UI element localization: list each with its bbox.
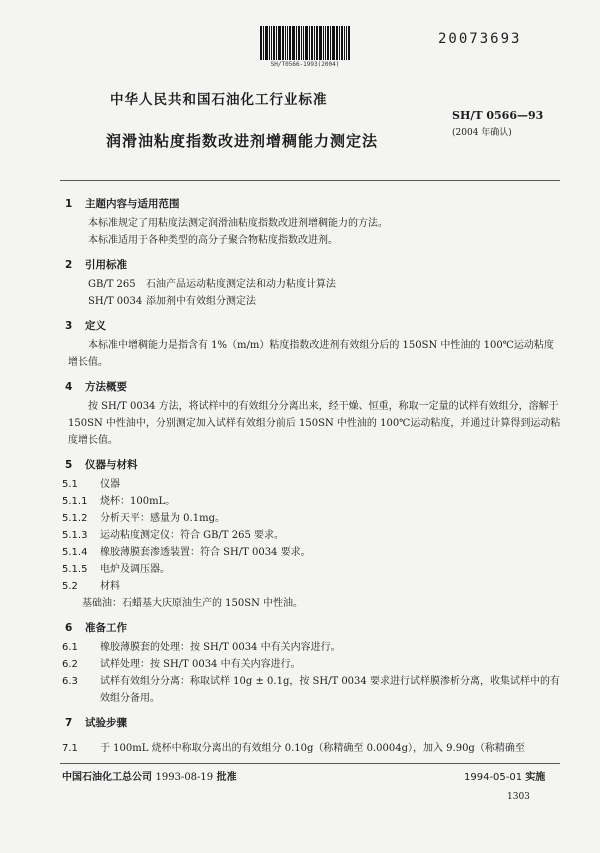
reference-code: GB/T 265 [88,279,136,290]
effective-label: 实施 [525,772,546,783]
document-title: 润滑油粘度指数改进剂增稠能力测定法 [106,132,379,150]
clause-number: 6.1 [62,642,78,653]
reference-code: SH/T 0034 [88,296,143,307]
reference-title: 添加剂中有效组分测定法 [146,296,256,307]
confirmation-note: (2004 年确认) [452,128,512,138]
header-divider [60,180,560,181]
issuing-organization: 中华人民共和国石油化工行业标准 [110,92,328,108]
clause-text: 运动粘度测定仪：符合 GB/T 265 要求。 [100,530,284,541]
section-number: 1 [65,198,73,210]
clause-text: 试样有效组分分离：称取试样 10g ± 0.1g，按 SH/T 0034 要求进行试样膜渗析分离，收集试样中的有效组分备用。 [100,676,560,704]
section-title: 方法概要 [85,381,127,393]
barcode-caption: SH/T0566-1993(2004) [270,61,340,68]
clause-item [62,527,562,544]
clause-text: 电炉及调压器。 [100,564,170,575]
issuer: 中国石油化工总公司 [62,772,152,783]
clause-number: 6.2 [62,659,78,670]
clause-item [62,544,562,561]
clause-item [62,673,562,707]
clause-text: 橡胶薄膜套的处理：按 SH/T 0034 中有关内容进行。 [100,642,341,653]
clause-number: 6.3 [62,676,78,687]
section-heading [62,196,562,213]
clause-item [62,578,562,595]
clause-number: 5.1.2 [62,513,88,524]
section-title: 准备工作 [85,622,127,634]
reference-item [88,276,562,293]
clause-item [62,510,562,527]
clause-item [62,476,562,493]
clause-text: 烧杯：100mL。 [100,496,176,507]
section-heading [62,257,562,274]
clause-number: 5.1.1 [62,496,88,507]
reference-title: 石油产品运动粘度测定法和动力粘度计算法 [146,279,336,290]
barcode [250,26,360,68]
section-heading [62,379,562,396]
section-number: 3 [65,320,73,332]
document-body [62,196,562,757]
clause-text: 试样处理：按 SH/T 0034 中有关内容进行。 [100,659,301,670]
clause-number: 5.1.3 [62,530,88,541]
paragraph: 本标准适用于各种类型的高分子聚合物粘度指数改进剂。 [88,235,338,246]
clause-number: 7.1 [62,743,78,754]
section-heading [62,715,562,732]
material-text: 基础油：石蜡基大庆原油生产的 150SN 中性油。 [82,598,304,609]
clause-number: 5.1 [62,479,78,490]
paragraph: 按 SH/T 0034 方法，将试样中的有效组分分离出来，经干燥、恒重，称取一定量的试样有效组分，溶解于 150SN 中性油中，分别测定加入试样有效组分前后 150SN 中性油的 100℃运动粘度，并通过计算得到运动粘度增长值。 [68,401,561,446]
standard-code: SH/T 0566—93 [452,109,544,122]
paragraph: 本标准中增稠能力是指含有 1%（m/m）粘度指数改进剂有效组分后的 150SN 中性油的 100℃运动粘度增长值。 [68,340,554,368]
section-title: 定义 [85,320,106,332]
clause-text: 材料 [100,581,120,592]
clause-number: 5.1.4 [62,547,88,558]
approval-date: 1993-08-19 [155,772,214,783]
reference-item [88,293,562,310]
clause-item [62,561,562,578]
section-number: 7 [65,717,73,729]
section-heading [62,620,562,637]
clause-text: 于 100mL 烧杯中称取分离出的有效组分 0.10g（称精确至 0.0004g），加入 9.90g（称精确至 [100,743,525,754]
serial-number: 20073693 [438,31,522,47]
section-number: 2 [65,259,73,271]
section-title: 主题内容与适用范围 [85,198,180,210]
paragraph: 本标准规定了用粘度法测定润滑油粘度指数改进剂增稠能力的方法。 [88,218,388,229]
approval-line [62,768,237,783]
clause-text: 橡胶薄膜套渗透装置：符合 SH/T 0034 要求。 [100,547,311,558]
clause-item [62,740,562,757]
barcode-bars [250,26,360,60]
page-number: 1303 [507,792,530,802]
clause-text: 仪器 [100,479,120,490]
section-title: 引用标准 [85,259,127,271]
section-number: 6 [65,622,73,634]
clause-item [62,639,562,656]
section-heading [62,457,562,474]
section-title: 仪器与材料 [85,459,138,471]
section-heading [62,318,562,335]
clause-text: 分析天平：感量为 0.1mg。 [100,513,225,524]
effective-date: 1994-05-01 [464,772,523,783]
clause-number: 5.1.5 [62,564,88,575]
clause-item [62,656,562,673]
footer-divider [60,763,560,764]
clause-number: 5.2 [62,581,78,592]
effective-line [464,768,545,783]
clause-item [62,493,562,510]
section-number: 4 [65,381,73,393]
section-number: 5 [65,459,73,471]
section-title: 试验步骤 [85,717,127,729]
approval-label: 批准 [216,772,237,783]
